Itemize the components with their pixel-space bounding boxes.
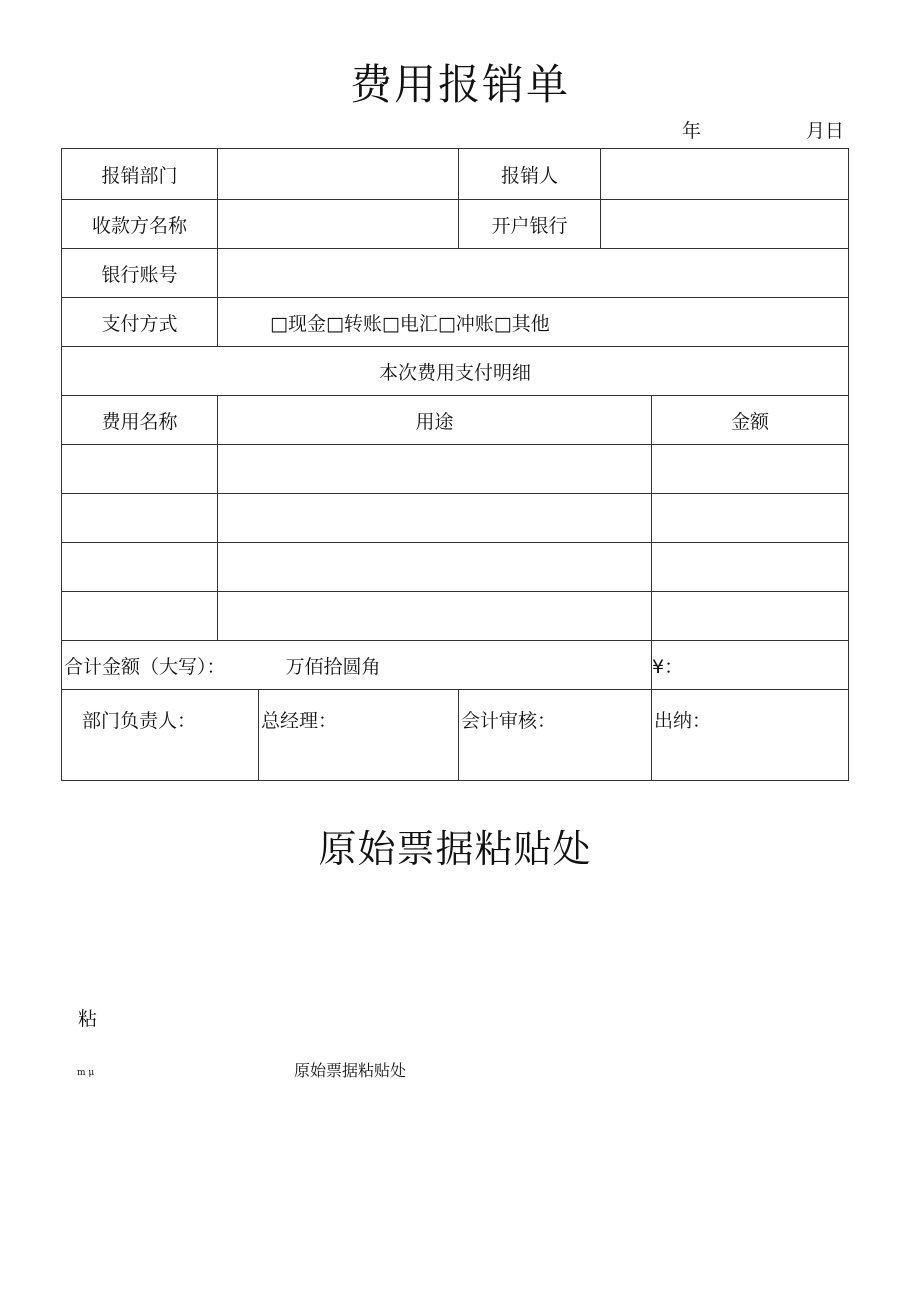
pay-method-options[interactable]: □现金□转账□电汇□冲账□其他: [217, 297, 849, 347]
col-expense-name: 费用名称: [61, 395, 218, 445]
account-field[interactable]: [217, 248, 849, 298]
col-purpose: 用途: [217, 395, 652, 445]
detail-header: 本次费用支付明细: [61, 346, 849, 396]
payee-label: 收款方名称: [61, 199, 218, 249]
row-1-amount[interactable]: [651, 444, 849, 494]
payee-field[interactable]: [217, 199, 459, 249]
date-month-day-label: 月日: [806, 120, 845, 142]
bank-field[interactable]: [600, 199, 849, 249]
total-units: 万佰拾圆角: [285, 655, 381, 678]
receipt-paste-title: 原始票据粘贴处: [318, 827, 592, 871]
row-3-purpose[interactable]: [217, 542, 652, 592]
row-2-purpose[interactable]: [217, 493, 652, 543]
bank-label: 开户银行: [458, 199, 601, 249]
row-3-name[interactable]: [61, 542, 218, 592]
total-label: 合计金额（大写）：: [64, 655, 226, 678]
form-title: 费用报销单: [349, 60, 570, 109]
claimant-field[interactable]: [600, 148, 849, 200]
row-1-purpose[interactable]: [217, 444, 652, 494]
col-amount: 金额: [651, 395, 849, 445]
date-year-label: 年: [682, 120, 702, 142]
dept-label: 报销部门: [61, 148, 218, 200]
account-label: 银行账号: [61, 248, 218, 298]
receipt-paste-caption: 原始票据粘贴处: [294, 1061, 407, 1080]
sign-accounting[interactable]: 会计审核：: [458, 689, 652, 781]
row-4-name[interactable]: [61, 591, 218, 641]
row-3-amount[interactable]: [651, 542, 849, 592]
row-1-name[interactable]: [61, 444, 218, 494]
row-2-amount[interactable]: [651, 493, 849, 543]
total-yen[interactable]: ¥：: [651, 640, 849, 690]
row-2-name[interactable]: [61, 493, 218, 543]
sign-cashier[interactable]: 出纳：: [651, 689, 849, 781]
tiny-mark: m μ: [77, 1068, 95, 1078]
dept-field[interactable]: [217, 148, 459, 200]
claimant-label: 报销人: [458, 148, 601, 200]
sign-gm[interactable]: 总经理：: [258, 689, 459, 781]
paste-side-label: 粘: [78, 1008, 98, 1030]
row-4-purpose[interactable]: [217, 591, 652, 641]
row-4-amount[interactable]: [651, 591, 849, 641]
sign-dept-head[interactable]: 部门负责人：: [61, 689, 259, 781]
total-row[interactable]: [61, 640, 652, 690]
pay-method-label: 支付方式: [61, 297, 218, 347]
